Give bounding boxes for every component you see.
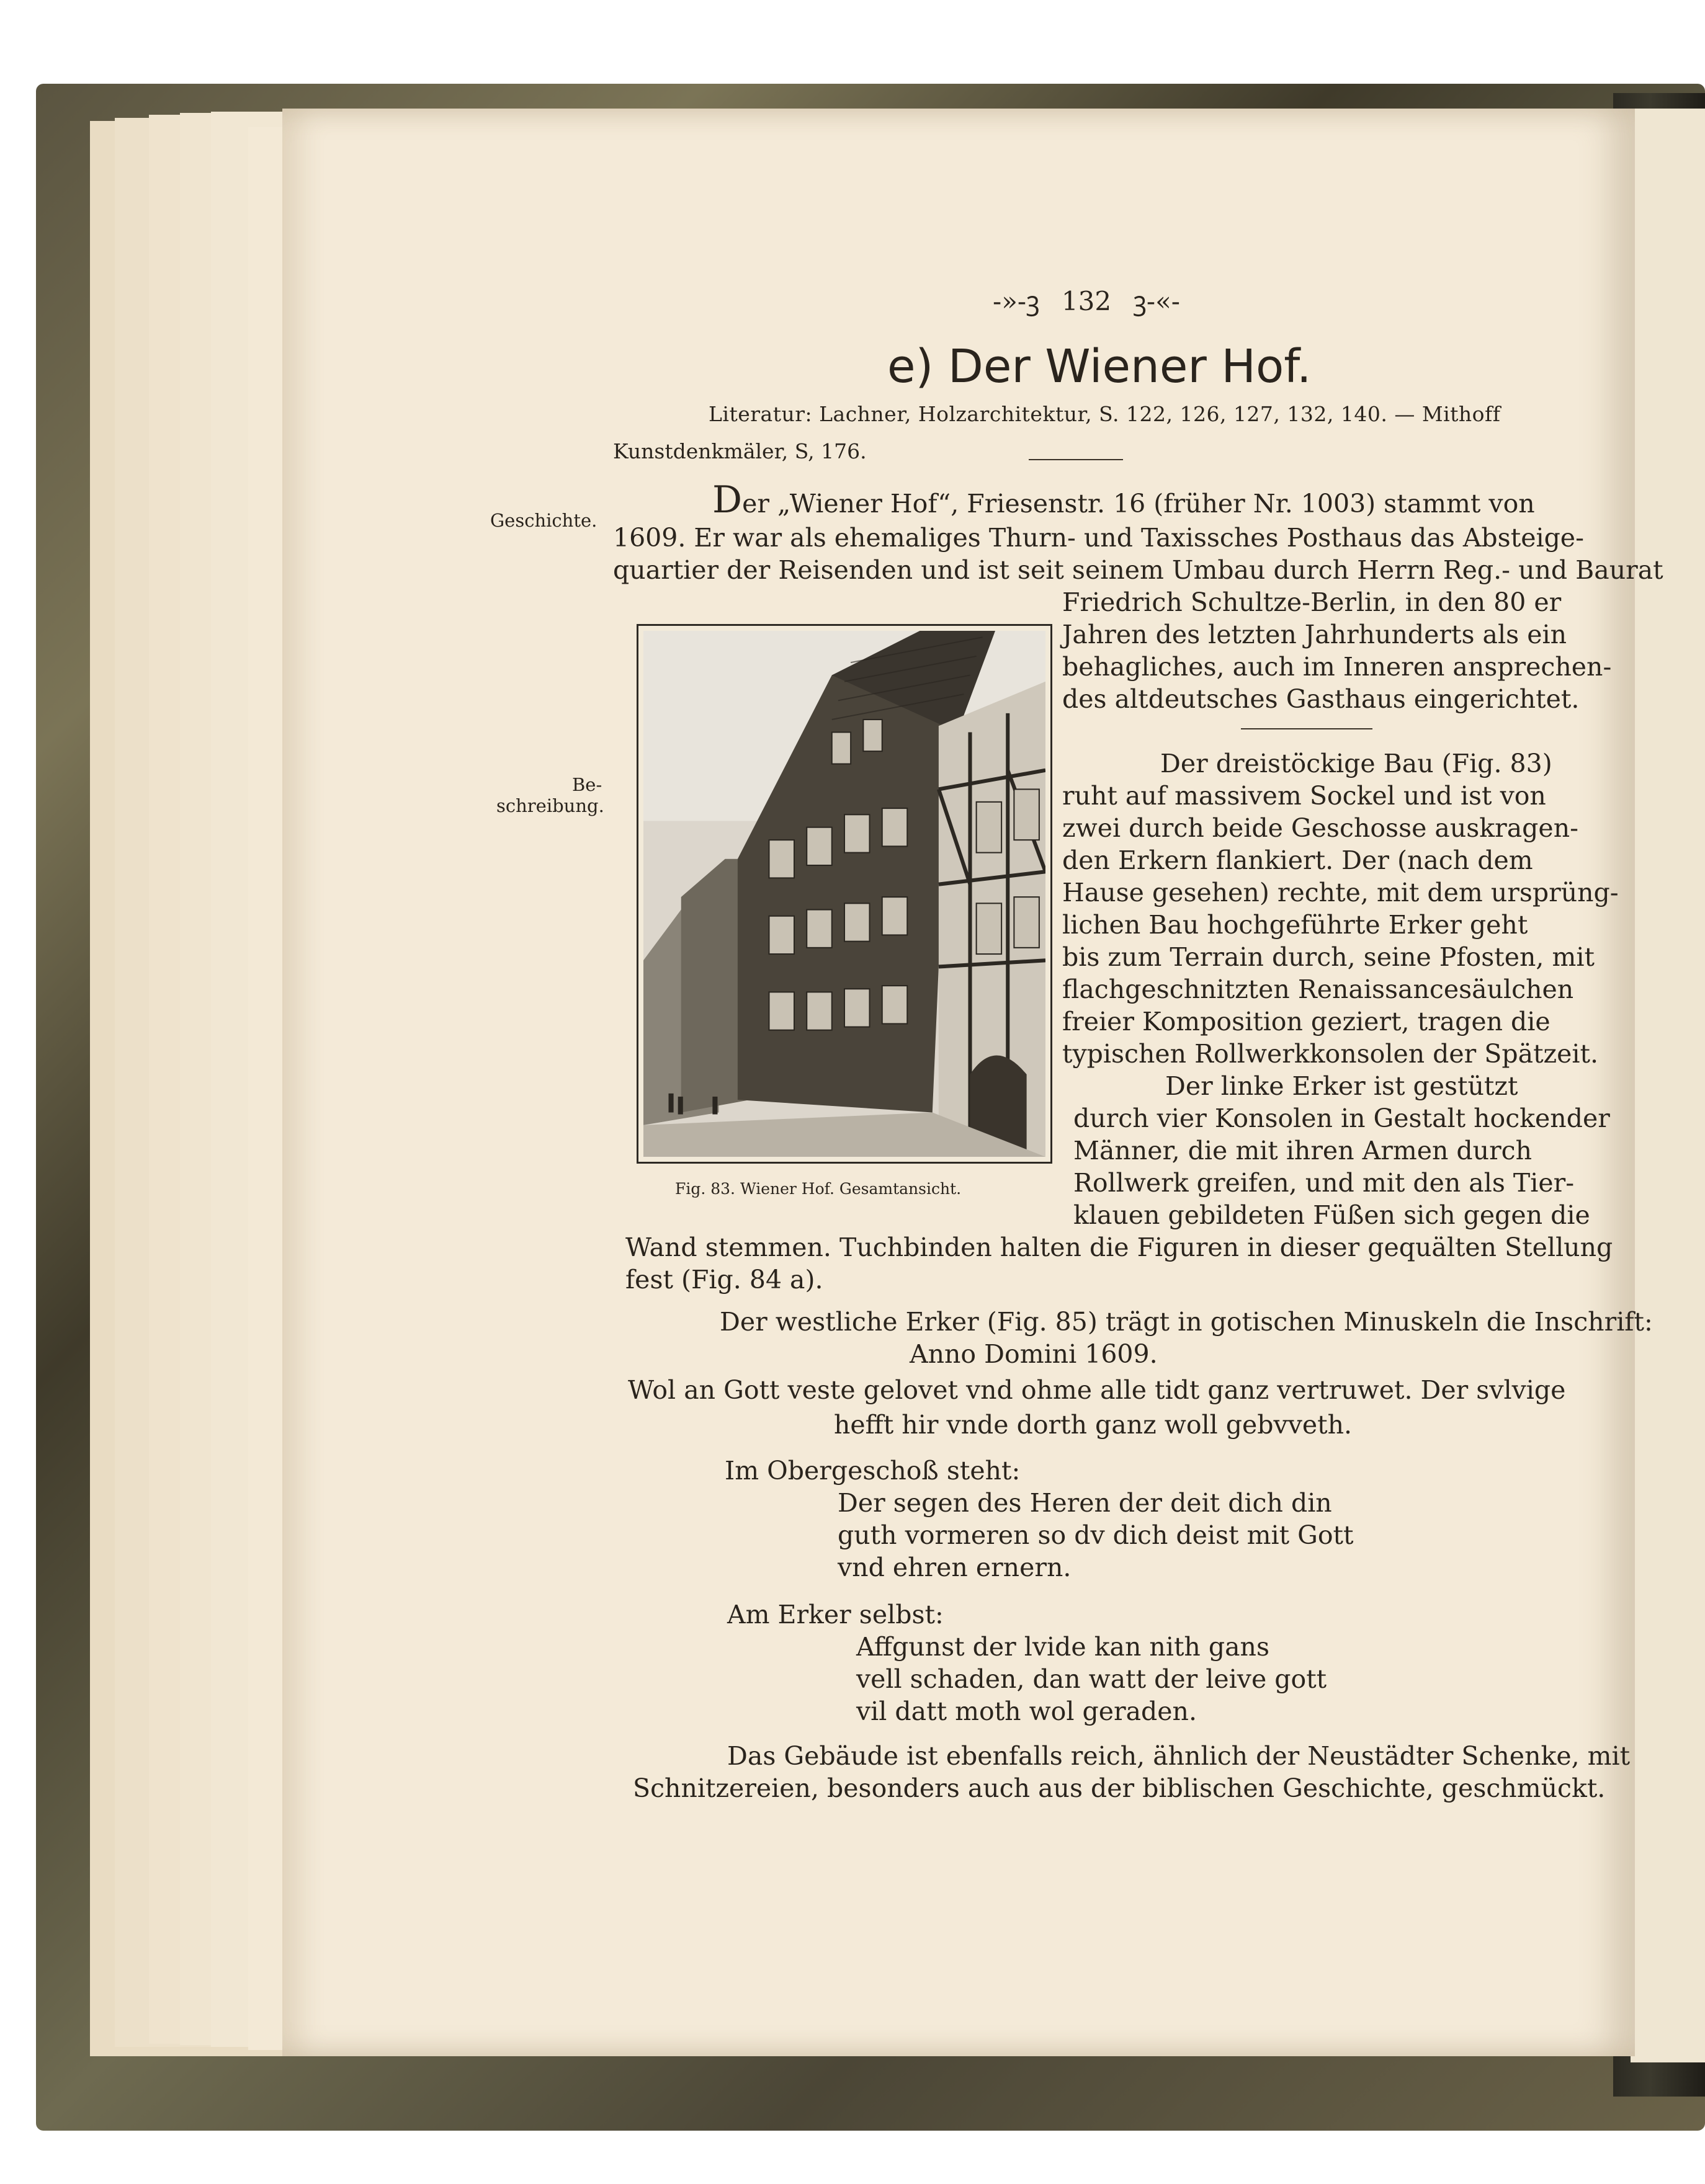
description-line: freier Komposition geziert, tragen die <box>1062 1007 1551 1036</box>
page-number-line <box>993 283 1180 318</box>
upper-floor-line: Der segen des Heren der deit dich din <box>838 1488 1332 1518</box>
bay-line: Affgunst der lvide kan nith gans <box>856 1632 1269 1662</box>
history-line: des altdeutsches Gasthaus eingerichtet. <box>1062 684 1580 714</box>
description-line: lichen Bau hochgeführte Erker geht <box>1062 910 1528 940</box>
description-line: typischen Rollwerkkonsolen der Spätzeit. <box>1062 1039 1599 1069</box>
description-line: klauen gebildeten Füßen sich gegen die <box>1073 1200 1590 1230</box>
bay-line: vil datt moth wol geraden. <box>856 1696 1197 1726</box>
history-line: Friedrich Schultze-Berlin, in den 80 er <box>1062 587 1562 617</box>
margin-note-history: Geschichte. <box>490 510 597 531</box>
description-line: durch vier Konsolen in Gestalt hockender <box>1073 1103 1610 1133</box>
description-line: zwei durch beide Geschosse auskragen- <box>1062 813 1578 843</box>
separator-rule <box>1241 728 1372 729</box>
description-line: Der dreistöckige Bau (Fig. 83) <box>1160 749 1552 778</box>
separator-rule <box>1029 459 1123 460</box>
upper-floor-line: guth vormeren so dv dich deist mit Gott <box>838 1520 1354 1550</box>
ornament-right: ꝫ-«- <box>1133 286 1180 316</box>
inscription-line: Wol an Gott veste gelovet vnd ohme alle tidt ganz vertruwet. Der svlvige <box>628 1375 1566 1405</box>
closing-line: Das Gebäude ist ebenfalls reich, ähnlich der Neustädter Schenke, mit <box>727 1741 1631 1771</box>
description-line: Der linke Erker ist gestützt <box>1165 1071 1518 1101</box>
closing-line: Schnitzereien, besonders auch aus der biblischen Geschichte, geschmückt. <box>633 1773 1606 1803</box>
building-photo <box>643 631 1045 1157</box>
figure-caption: Fig. 83. Wiener Hof. Gesamtansicht. <box>675 1180 962 1198</box>
literature-line-1: Literatur: Lachner, Holzarchitektur, S. 122, 126, 127, 132, 140. — Mithoff <box>709 402 1501 426</box>
description-line: Rollwerk greifen, und mit den als Tier- <box>1073 1168 1575 1198</box>
description-line: den Erkern flankiert. Der (nach dem <box>1062 845 1533 875</box>
description-line: Männer, die mit ihren Armen durch <box>1073 1136 1533 1166</box>
margin-note-description-1: Be- <box>572 774 602 795</box>
bay-intro: Am Erker selbst: <box>727 1600 944 1629</box>
bay-line: vell schaden, dan watt der leive gott <box>856 1664 1327 1694</box>
ornament-left: -»-ꝫ <box>993 286 1040 316</box>
description-line: flachgeschnitzten Renaissancesäulchen <box>1062 974 1574 1004</box>
margin-note-description-2: schreibung. <box>496 795 604 816</box>
next-page-edge <box>1631 109 1705 2062</box>
description-line: Hause gesehen) rechte, mit dem ursprüng- <box>1062 878 1619 907</box>
description-line: fest (Fig. 84 a). <box>625 1265 823 1295</box>
history-line: behagliches, auch im Inneren ansprechen- <box>1062 652 1612 682</box>
literature-line-2: Kunstdenkmäler, S, 176. <box>613 439 867 463</box>
history-line: quartier der Reisenden und ist seit seinem Umbau durch Herrn Reg.- und Baurat <box>613 555 1663 585</box>
section-title: e) Der Wiener Hof. <box>887 340 1312 393</box>
upper-floor-line: vnd ehren ernern. <box>838 1553 1072 1582</box>
description-line: Wand stemmen. Tuchbinden halten die Figuren in dieser gequälten Stellung <box>625 1232 1613 1262</box>
history-line: Jahren des letzten Jahrhunderts als ein <box>1062 620 1567 649</box>
inscription-line: hefft hir vnde dorth ganz woll gebvveth. <box>834 1410 1353 1440</box>
page-number: 132 <box>1061 286 1112 316</box>
figure-83-photo <box>637 624 1052 1164</box>
history-line: 1609. Er war als ehemaliges Thurn- und Taxissches Posthaus das Absteige- <box>613 523 1584 553</box>
inscription-intro: Der westliche Erker (Fig. 85) trägt in gotischen Minuskeln die Inschrift: <box>720 1307 1653 1337</box>
upper-floor-intro: Im Obergeschoß steht: <box>725 1456 1021 1486</box>
history-line: Der „Wiener Hof“, Friesenstr. 16 (früher Nr. 1003) stammt von <box>712 478 1535 522</box>
inscription-line: Anno Domini 1609. <box>910 1339 1158 1369</box>
description-line: bis zum Terrain durch, seine Pfosten, mit <box>1062 942 1595 972</box>
description-line: ruht auf massivem Sockel und ist von <box>1062 781 1546 811</box>
